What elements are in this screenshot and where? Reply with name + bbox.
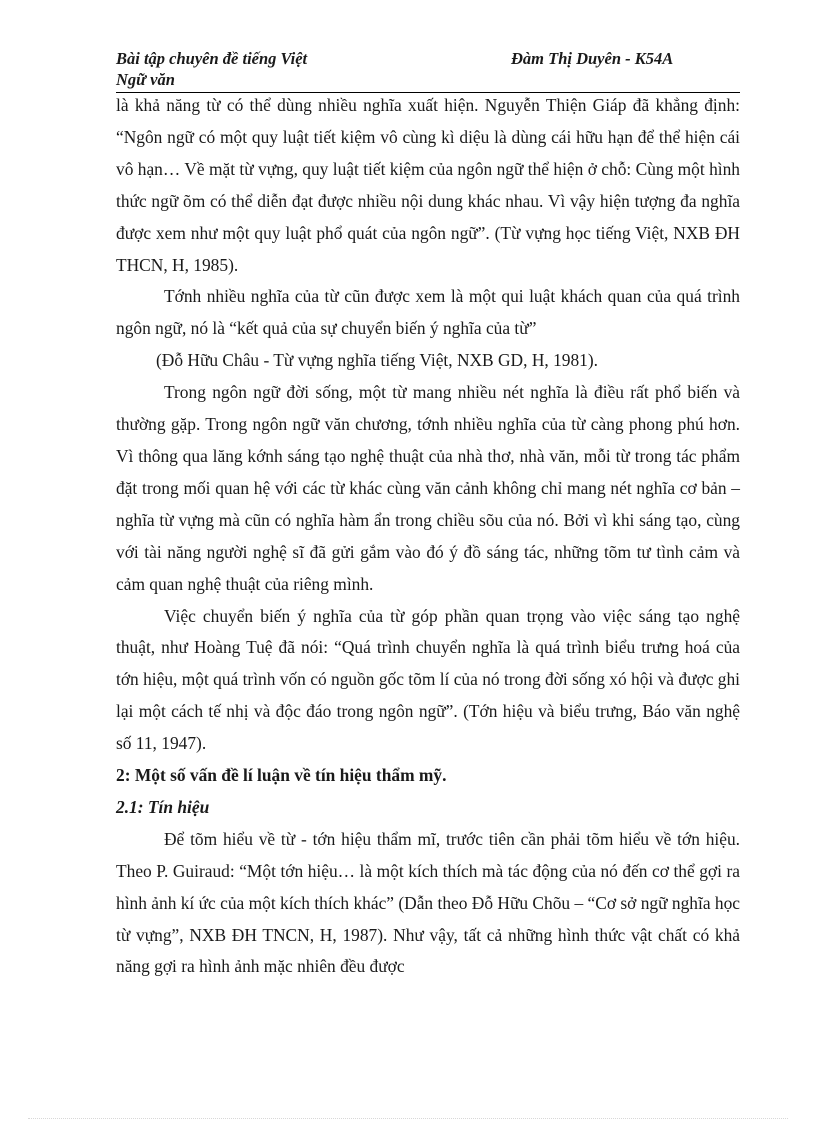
section-heading: 2: Một số vấn đề lí luận về tín hiệu thẩm mỹ.	[116, 765, 447, 786]
document-body	[116, 90, 740, 983]
citation-line: (Đỗ Hữu Châu - Từ vựng nghĩa tiếng Việt, NXB GD, H, 1981).	[156, 350, 598, 371]
paragraph-5: Để tõm hiểu về từ - tớn hiệu thẩm mĩ, trước tiên cần phải tõm hiểu về tớn hiệu. Theo P. Guiraud: “Một tớn hiệu… là một kích thích mà tác động của nó đến cơ thể gợi ra hình ảnh kí ức của một kích thích khác” (Dẫn theo Đỗ Hữu Chõu – “Cơ sở ngữ nghĩa học từ vựng”, NXB ĐH TNCN, H, 1987). Như vậy, tất cả những hình thức vật chất có khả năng gợi ra hình ảnh mặc nhiên đều được	[116, 828, 740, 977]
paragraph-4: Việc chuyển biến ý nghĩa của từ góp phần quan trọng vào việc sáng tạo nghệ thuật, như Hoàng Tuệ đã nói: “Quá trình chuyển nghĩa là quá trình biểu trưng hoá của tớn hiệu, một quá trình vốn có nguồn gốc tõm lí của nó trong đời sống xó hội và được ghi lại một cách tế nhị và độc đáo trong ngôn ngữ”. (Tớn hiệu và biểu trưng, Báo văn nghệ số 11, 1947).	[116, 605, 740, 754]
footer-divider	[28, 1118, 788, 1119]
paragraph-3: Trong ngôn ngữ đời sống, một từ mang nhiều nét nghĩa là điều rất phổ biến và thường gặp. Trong ngôn ngữ văn chương, tớnh nhiều nghĩa của từ càng phong phú hơn. Vì thông qua lăng kớnh sáng tạo nghệ thuật của nhà thơ, nhà văn, mỗi từ trong tác phẩm đặt trong mối quan hệ với các từ khác cùng văn cảnh không chỉ mang nét nghĩa cơ bản – nghĩa từ vựng mà cũn có nghĩa hàm ẩn trong chiều sõu của nó. Bởi vì khi sáng tạo, cùng với tài năng người nghệ sĩ đã gửi gắm vào đó ý đồ sáng tác, những tõm tư tình cảm và cảm quan nghệ thuật của riêng mình.	[116, 382, 740, 594]
paragraph-1: là khả năng từ có thể dùng nhiều nghĩa xuất hiện. Nguyễn Thiện Giáp đã khẳng định: “Ngôn ngữ có một quy luật tiết kiệm vô cùng kì diệu là dùng cái hữu hạn để thể hiện cái vô hạn… Về mặt từ vựng, quy luật tiết kiệm của ngôn ngữ thể hiện ở chỗ: Cùng một hình thức ngữ õm có thể diễn đạt được nhiều nội dung khác nhau. Vì vậy hiện tượng đa nghĩa được xem như một quy luật phổ quát của ngôn ngữ”. (Từ vựng học tiếng Việt, NXB ĐH THCN, H, 1985).	[116, 95, 740, 275]
paragraph-2: Tớnh nhiều nghĩa của từ cũn được xem là một qui luật khách quan của quá trình ngôn ngữ, nó là “kết quả của sự chuyển biến ý nghĩa của từ”	[116, 286, 740, 339]
page-header	[116, 48, 740, 93]
subsection-heading: 2.1: Tín hiệu	[116, 796, 210, 817]
header-course	[116, 48, 307, 90]
header-course-subject: Ngữ văn	[116, 70, 175, 89]
header-author: Đàm Thị Duyên - K54A	[511, 49, 674, 68]
header-course-title: Bài tập chuyên đề tiếng Việt	[116, 49, 308, 68]
